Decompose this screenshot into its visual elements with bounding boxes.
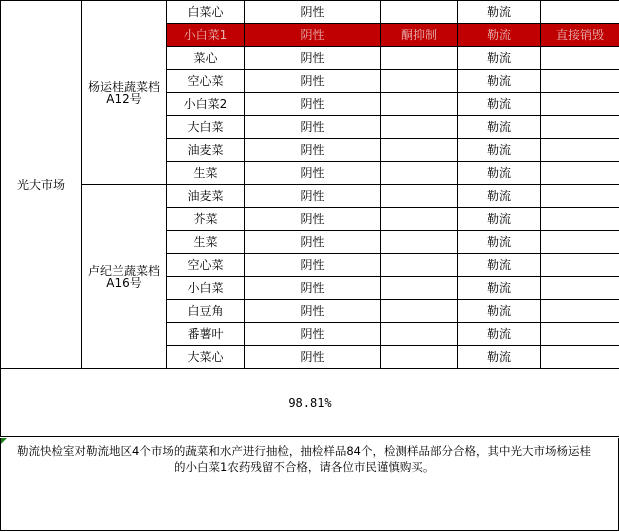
vegetable-cell: 小白菜2 <box>167 93 245 116</box>
note-cell <box>381 139 458 162</box>
action-cell <box>541 139 619 162</box>
stall-cell-1 <box>82 1 167 185</box>
action-cell <box>541 254 619 277</box>
action-cell <box>541 185 619 208</box>
action-cell <box>541 208 619 231</box>
comment-flag-icon <box>1 438 7 444</box>
result-cell: 阴性 <box>245 24 381 47</box>
place-cell: 勒流 <box>458 254 541 277</box>
stall-cell-2 <box>82 185 167 369</box>
place-cell: 勒流 <box>458 162 541 185</box>
note-cell <box>381 116 458 139</box>
note-cell <box>381 93 458 116</box>
place-cell: 勒流 <box>458 1 541 24</box>
action-cell <box>541 346 619 369</box>
table-row <box>1 185 619 208</box>
result-cell: 阴性 <box>245 1 381 24</box>
note-cell <box>381 254 458 277</box>
note-cell <box>381 208 458 231</box>
action-cell <box>541 47 619 70</box>
stall-name: 杨运桂蔬菜档 <box>87 79 160 94</box>
result-cell: 阴性 <box>245 346 381 369</box>
action-cell <box>541 231 619 254</box>
vegetable-cell: 生菜 <box>167 162 245 185</box>
action-cell: 直接销毁 <box>541 24 619 47</box>
market-cell: 光大市场 <box>1 1 82 369</box>
result-cell: 阴性 <box>245 323 381 346</box>
note-cell <box>381 300 458 323</box>
note-cell <box>381 47 458 70</box>
note-cell <box>381 346 458 369</box>
note-cell <box>381 277 458 300</box>
vegetable-cell: 大菜心 <box>167 346 245 369</box>
result-cell: 阴性 <box>245 208 381 231</box>
note-cell <box>381 162 458 185</box>
place-cell: 勒流 <box>458 300 541 323</box>
result-cell: 阴性 <box>245 162 381 185</box>
notice-text <box>17 443 613 475</box>
place-cell: 勒流 <box>458 139 541 162</box>
vegetable-cell: 芥菜 <box>167 208 245 231</box>
result-cell: 阴性 <box>245 47 381 70</box>
action-cell <box>541 1 619 24</box>
action-cell <box>541 162 619 185</box>
place-cell: 勒流 <box>458 93 541 116</box>
note-cell <box>381 185 458 208</box>
note-cell <box>381 231 458 254</box>
stall-number: A12号 <box>106 91 142 106</box>
vegetable-cell: 菜心 <box>167 47 245 70</box>
table-row <box>1 1 619 24</box>
place-cell: 勒流 <box>458 47 541 70</box>
result-cell: 阴性 <box>245 300 381 323</box>
note-cell: 酮抑制 <box>381 24 458 47</box>
pass-rate: 98.81% <box>1 369 619 437</box>
place-cell: 勒流 <box>458 231 541 254</box>
note-cell <box>381 70 458 93</box>
result-cell: 阴性 <box>245 70 381 93</box>
vegetable-cell: 油麦菜 <box>167 139 245 162</box>
stall-name: 卢纪兰蔬菜档 <box>87 263 160 278</box>
vegetable-cell: 大白菜 <box>167 116 245 139</box>
vegetable-cell: 白菜心 <box>167 1 245 24</box>
action-cell <box>541 300 619 323</box>
place-cell: 勒流 <box>458 208 541 231</box>
vegetable-cell: 小白菜1 <box>167 24 245 47</box>
vegetable-cell: 小白菜 <box>167 277 245 300</box>
place-cell: 勒流 <box>458 24 541 47</box>
vegetable-cell: 生菜 <box>167 231 245 254</box>
note-cell <box>381 1 458 24</box>
vegetable-cell: 空心菜 <box>167 254 245 277</box>
place-cell: 勒流 <box>458 346 541 369</box>
result-cell: 阴性 <box>245 277 381 300</box>
result-cell: 阴性 <box>245 185 381 208</box>
action-cell <box>541 116 619 139</box>
place-cell: 勒流 <box>458 116 541 139</box>
place-cell: 勒流 <box>458 277 541 300</box>
vegetable-cell: 白豆角 <box>167 300 245 323</box>
result-cell: 阴性 <box>245 93 381 116</box>
notice-line-1: 勒流快检室对勒流地区4个市场的蔬菜和水产进行抽检，抽检样品84个，检测样品部分合格，其中光大市场杨运桂 <box>17 444 591 458</box>
result-cell: 阴性 <box>245 254 381 277</box>
result-cell: 阴性 <box>245 116 381 139</box>
action-cell <box>541 323 619 346</box>
notice-box <box>0 438 619 531</box>
action-cell <box>541 70 619 93</box>
notice-line-2: 的小白菜1农药残留不合格，请各位市民谨慎购买。 <box>174 460 435 474</box>
action-cell <box>541 93 619 116</box>
vegetable-cell: 番薯叶 <box>167 323 245 346</box>
place-cell: 勒流 <box>458 323 541 346</box>
action-cell <box>541 277 619 300</box>
result-cell: 阴性 <box>245 231 381 254</box>
place-cell: 勒流 <box>458 70 541 93</box>
pass-rate-row <box>1 369 619 437</box>
vegetable-cell: 空心菜 <box>167 70 245 93</box>
stall-number: A16号 <box>106 275 142 290</box>
vegetable-cell: 油麦菜 <box>167 185 245 208</box>
note-cell <box>381 323 458 346</box>
result-cell: 阴性 <box>245 139 381 162</box>
place-cell: 勒流 <box>458 185 541 208</box>
